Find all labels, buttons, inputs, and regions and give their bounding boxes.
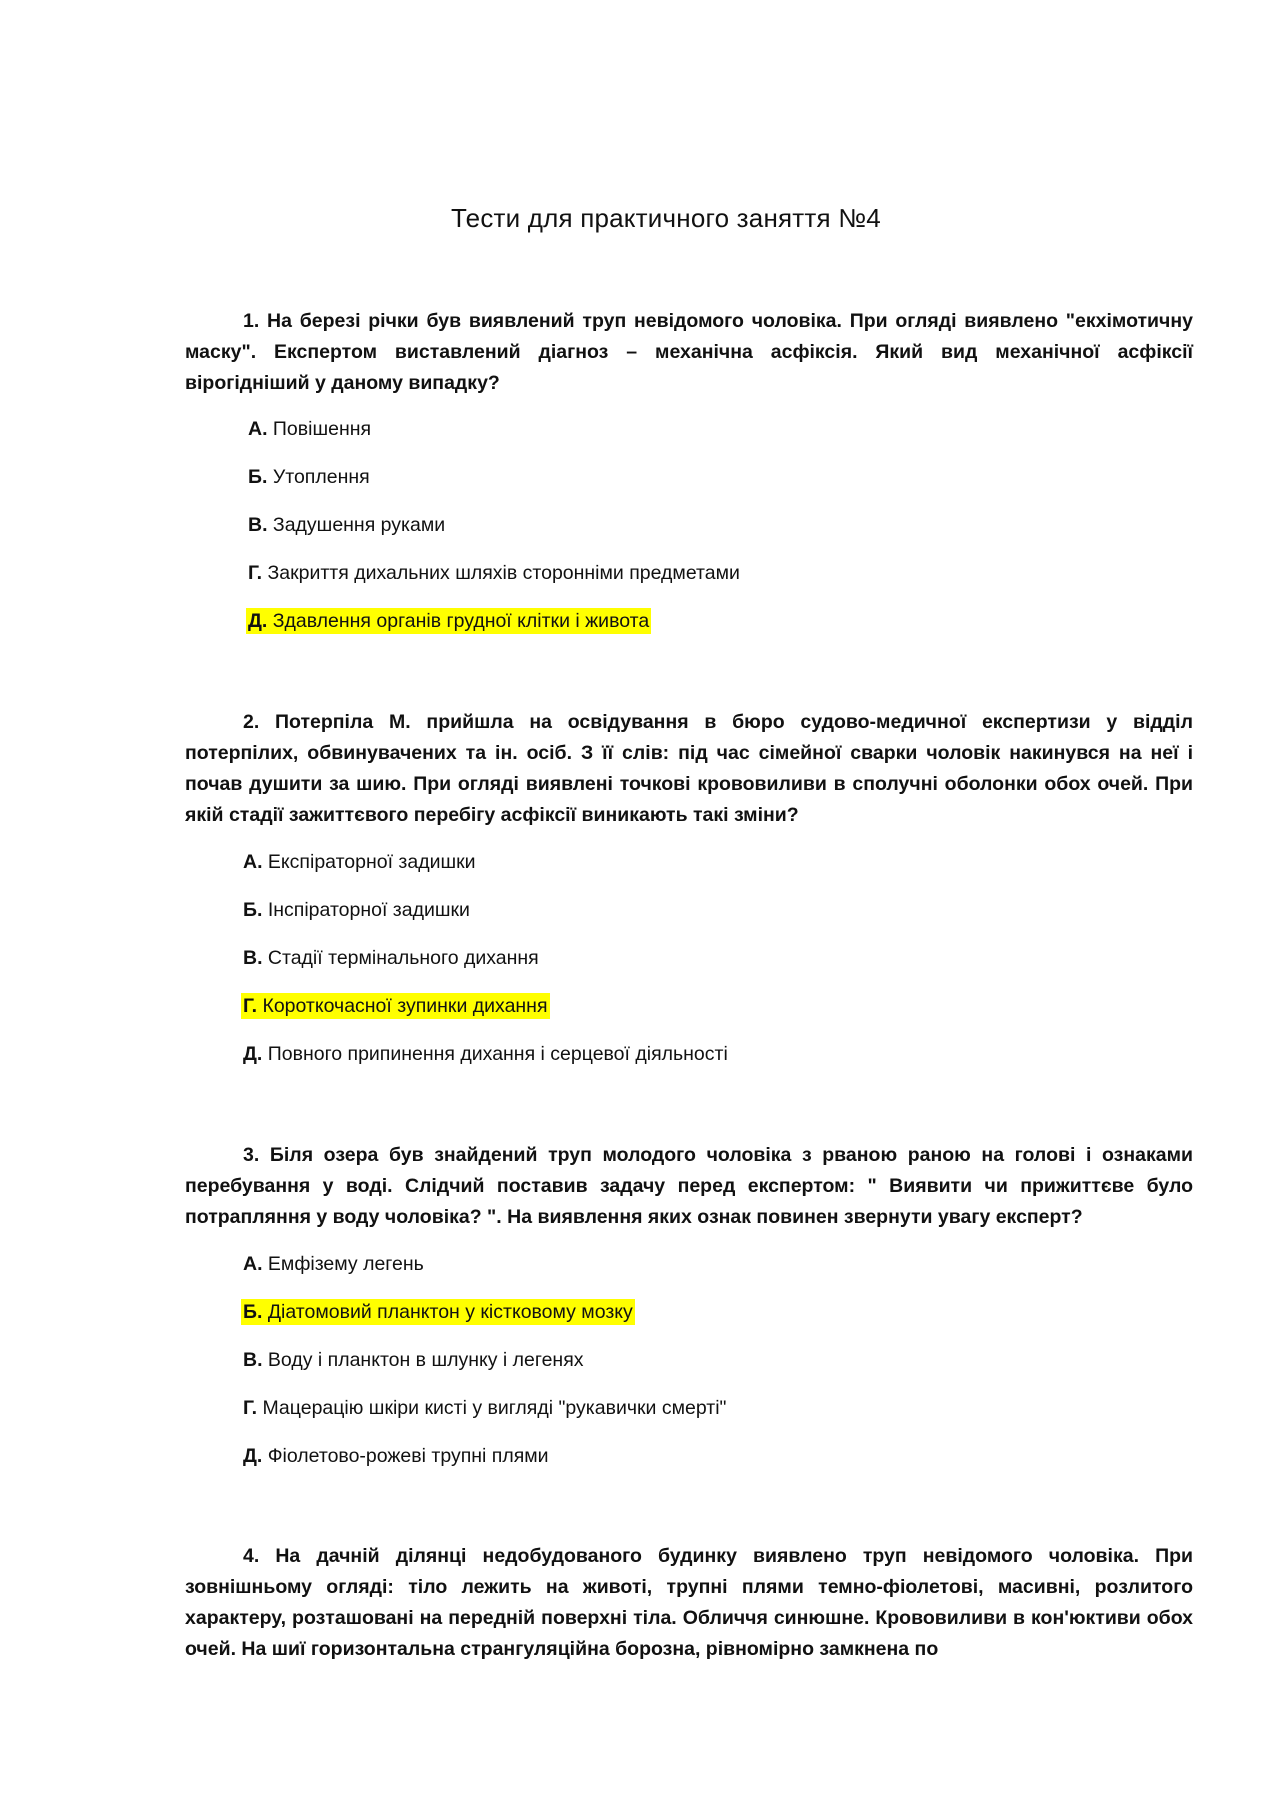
option-b-correct	[185, 1299, 1193, 1347]
question-3	[185, 1140, 1193, 1491]
question-text: 3. Біля озера був знайдений труп молодого чоловіка з рваною раною на голові і ознаками перебування у воді. Слідчий поставив задачу перед експертом: " Виявити чи прижиттєве було потрапляння у воду чоловіка? ". На виявлення яких ознак повинен звернути увагу експерт?	[185, 1144, 1193, 1228]
option-d-correct	[185, 993, 1193, 1041]
question-2	[185, 707, 1193, 1089]
answer-highlight: Б. Діатомовий планктон у кістковому мозку	[243, 1301, 633, 1323]
options-list	[185, 849, 1193, 1089]
question-text: 4. На дачній ділянці недобудованого будинку виявлено труп невідомого чоловіка. При зовнішньому огляді: тіло лежить на животі, трупні плями темно-фіолетові, масивні, розлитого характеру, розташовані на передній поверхні тіла. Обличчя синюшне. Крововиливи в кон'юктиви обох очей. На шиї горизонтальна странгуляційна борозна, рівномірно замкнена по	[185, 1545, 1193, 1660]
option-a: А. Експіраторної задишки	[243, 851, 476, 873]
option-d: Г. Закриття дихальних шляхів сторонніми предметами	[248, 562, 740, 584]
option-c: В. Воду і планктон в шлунку і легенях	[243, 1349, 584, 1371]
option-a: А. Повішення	[248, 418, 372, 440]
question-text: 2. Потерпіла М. прийшла на освідування в бюро судово-медичної експертизи у відділ потерпілих, обвинувачених та ін. осіб. З її слів: під час сімейної сварки чоловік накинувся на неї і почав душити за шию. При огляді виявлені точкові крововиливи в сполучні оболонки обох очей. При якій стадії зажиттєвого перебігу асфіксії виникають такі зміни?	[185, 711, 1193, 826]
answer-highlight: Г. Короткочасної зупинки дихання	[243, 995, 548, 1017]
option-b: Б. Інспіраторної задишки	[243, 899, 470, 921]
option-d: Г. Мацерацію шкіри кисті у вигляді "рукавички смерті"	[243, 1397, 727, 1419]
page-title: Тести для практичного заняття №4	[451, 203, 881, 233]
question-1	[185, 306, 1193, 656]
options-list	[185, 1251, 1193, 1491]
option-e-correct	[185, 608, 1193, 656]
option-e: Д. Фіолетово-рожеві трупні плями	[243, 1445, 549, 1467]
answer-highlight: Д. Здавлення органів грудної клітки і живота	[248, 610, 650, 632]
option-e: Д. Повного припинення дихання і серцевої діяльності	[243, 1043, 728, 1065]
options-list	[185, 416, 1193, 656]
question-text: 1. На березі річки був виявлений труп невідомого чоловіка. При огляді виявлено "екхімотичну маску". Експертом виставлений діагноз – механічна асфіксія. Який вид механічної асфіксії вірогідніший у даному випадку?	[185, 310, 1193, 394]
option-a: А. Емфізему легень	[243, 1253, 424, 1275]
option-c: В. Стадії термінального дихання	[243, 947, 539, 969]
question-4	[185, 1541, 1193, 1665]
option-b: Б. Утоплення	[248, 466, 370, 488]
option-c: В. Задушення руками	[248, 514, 446, 536]
